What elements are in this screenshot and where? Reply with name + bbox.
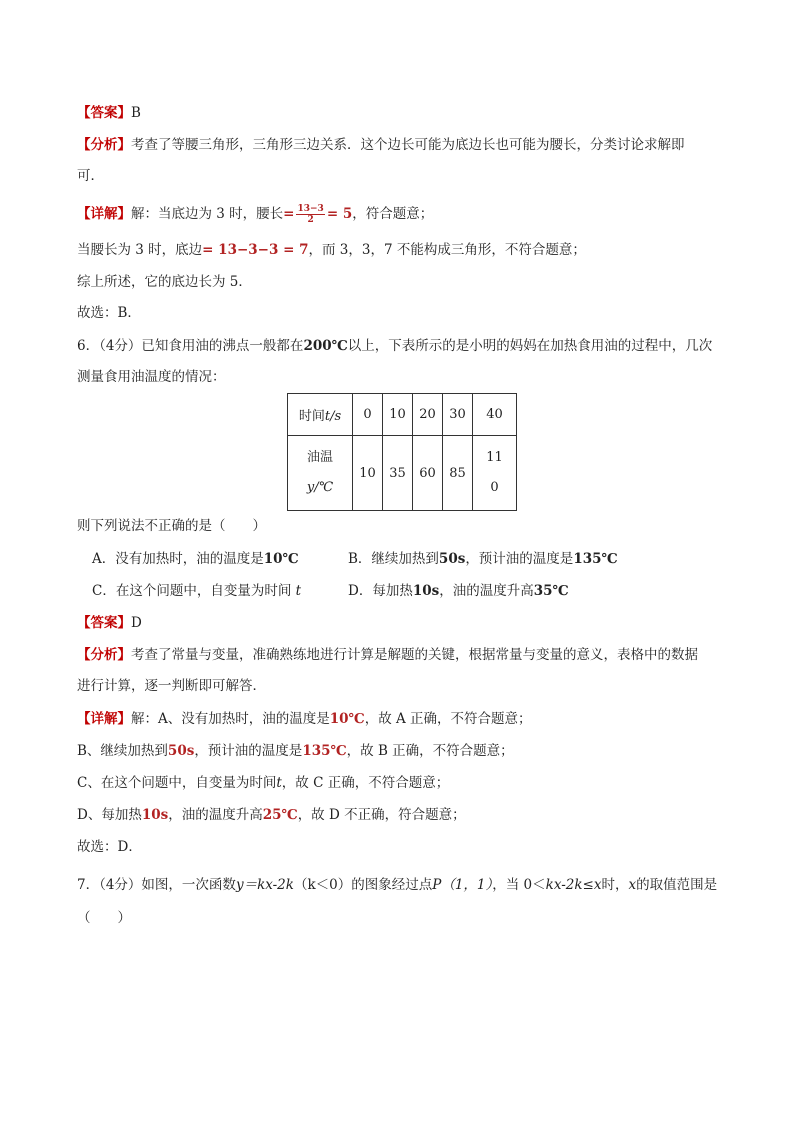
fraction-numerator: 13−3 (297, 204, 324, 214)
option-c-text: C．在这个问题中，自变量为时间 (92, 583, 292, 599)
q7-stem-cont (77, 909, 131, 927)
time-unit: t/s (324, 409, 342, 424)
q6-detail-c (77, 774, 449, 792)
detail-suffix: ，符合题意； (352, 206, 434, 222)
analysis-tag: 【分析】 (77, 137, 131, 153)
detail-eq1: = (283, 206, 295, 222)
stem-line2: （ ） (77, 910, 131, 926)
detail-a-value: 10℃ (329, 711, 365, 727)
option-a (92, 550, 299, 568)
q6-detail-a (77, 710, 532, 728)
last-temp-top: 11 (486, 450, 503, 465)
detail-b-suffix: ，故 B 正确，不符合题意； (346, 743, 514, 759)
detail-tag: 【详解】 (77, 206, 131, 222)
table-header-temp (288, 436, 353, 511)
analysis-text: 考查了常量与变量，准确熟练地进行计算是解题的关键，根据常量与变量的意义，表格中的数据 (131, 647, 698, 663)
option-d-value2: 35℃ (533, 583, 569, 599)
stem-end: 的取值范围是 (636, 877, 718, 893)
stem-line2: 测量食用油温度的情况： (77, 369, 226, 385)
table-cell: 10 (383, 394, 413, 436)
option-d (348, 582, 569, 600)
q5-analysis (77, 136, 685, 154)
temp-label: 油温 (306, 450, 333, 465)
q7-stem (77, 876, 717, 894)
detail-b-mid: ，预计油的温度是 (194, 743, 303, 759)
q6-answer (77, 614, 142, 632)
option-d-text: D．每加热 (348, 583, 413, 599)
stem-mid: 的图象经过点 (351, 877, 433, 893)
table-header-time (288, 394, 353, 436)
table-cell: 35 (383, 436, 413, 511)
q6-question (77, 517, 266, 535)
detail-d-text: D、每加热 (77, 807, 142, 823)
detail-d-value2: 25℃ (262, 807, 298, 823)
detail-b-value2: 135℃ (302, 743, 347, 759)
q6-conclusion (77, 838, 142, 856)
stem-suffix: 以上，下表所示的是小明的妈妈在加热食用油的过程中，几次 (347, 338, 713, 354)
answer-value: B (131, 105, 141, 121)
line2-prefix: 当腰长为 3 时，底边 (77, 242, 203, 258)
line3-text: 综上所述，它的底边长为 5． (77, 274, 252, 290)
detail-c-var: t (276, 775, 282, 791)
detail-c-text: C、在这个问题中，自变量为时间 (77, 775, 277, 791)
detail-d-mid: ，油的温度升高 (168, 807, 263, 823)
option-b-text: B．继续加热到 (348, 551, 439, 567)
last-temp-bottom: 0 (490, 480, 499, 495)
detail-tag: 【详解】 (77, 711, 131, 727)
option-c-var: t (295, 583, 302, 599)
detail-b-text: B、继续加热到 (77, 743, 168, 759)
stem-prefix: 6．（4分）已知食用油的沸点一般都在 (77, 338, 304, 354)
table-cell: 60 (413, 436, 443, 511)
stem-prefix: 7．（4分）如图，一次函数 (77, 877, 236, 893)
answer-value: D (131, 615, 142, 631)
stem-point: P（1，1） (432, 877, 493, 893)
option-a-text: A．没有加热时，油的温度是 (92, 551, 264, 567)
analysis-text-cont: 进行计算，逐一判断即可解答． (77, 678, 266, 694)
table-cell: 85 (443, 436, 473, 511)
q5-conclusion (77, 304, 141, 322)
detail-text: 解：当底边为 3 时，腰长 (131, 206, 284, 222)
analysis-tag: 【分析】 (77, 647, 131, 663)
q5-detail-line2 (77, 241, 586, 259)
q5-answer (77, 104, 141, 122)
analysis-text: 考查了等腰三角形，三角形三边关系．这个边长可能为底边长也可能为腰长，分类讨论求解即 (131, 137, 685, 153)
conclusion-text: 故选：B． (77, 305, 141, 321)
detail-c-suffix: ，故 C 正确，不符合题意； (281, 775, 450, 791)
table-cell: 0 (353, 394, 383, 436)
q6-stem (77, 337, 712, 355)
detail-d-suffix: ，故 D 不正确，符合题意； (297, 807, 466, 823)
q6-stem-cont (77, 368, 226, 386)
conclusion-text: 故选：D． (77, 839, 142, 855)
temp-unit: y/℃ (306, 480, 334, 495)
option-c (92, 582, 301, 600)
q6-analysis (77, 646, 698, 664)
table-cell: 20 (413, 394, 443, 436)
detail-b-value1: 50s (167, 743, 195, 759)
analysis-text-cont: 可． (77, 168, 104, 184)
option-b-mid: ，预计油的温度是 (465, 551, 574, 567)
option-b-value1: 50s (438, 551, 466, 567)
detail-fraction (296, 204, 324, 225)
table-row (288, 394, 517, 436)
stem-tail: 时， (601, 877, 629, 893)
stem-ineq: kx-2k≤x (545, 877, 602, 893)
stem-func: y＝kx-2k (235, 877, 294, 893)
answer-tag: 【答案】 (77, 615, 131, 631)
option-b (348, 550, 618, 568)
q5-detail (77, 204, 433, 225)
stem-cond: （k＜0） (293, 877, 352, 893)
line2-expr: = 13−3−3 = 7 (202, 242, 309, 258)
stem-temp: 200℃ (303, 338, 348, 354)
table-cell: 30 (443, 394, 473, 436)
table-cell: 40 (473, 394, 517, 436)
detail-a-suffix: ，故 A 正确，不符合题意； (364, 711, 532, 727)
stem-x: x (628, 877, 637, 893)
detail-d-value1: 10s (141, 807, 169, 823)
table-row (288, 436, 517, 511)
option-d-value1: 10s (412, 583, 440, 599)
option-b-value2: 135℃ (573, 551, 618, 567)
q6-analysis-cont (77, 677, 266, 695)
question-text: 则下列说法不正确的是（ ） (77, 518, 266, 534)
q5-analysis-cont (77, 167, 104, 185)
stem-when: ，当 0＜ (492, 877, 546, 893)
q6-detail-b (77, 742, 514, 760)
line2-suffix: ，而 3，3，7 不能构成三角形，不符合题意； (308, 242, 586, 258)
option-a-value: 10℃ (263, 551, 299, 567)
q5-detail-line3 (77, 273, 252, 291)
fraction-denominator: 2 (307, 215, 314, 225)
detail-eq2: = 5 (326, 206, 353, 222)
detail-a-text: 解：A、没有加热时，油的温度是 (131, 711, 330, 727)
table-cell (473, 436, 517, 511)
time-label: 时间 (298, 409, 325, 424)
q6-detail-d (77, 806, 466, 824)
temperature-table (287, 393, 517, 511)
answer-tag: 【答案】 (77, 105, 131, 121)
table-cell: 10 (353, 436, 383, 511)
option-d-mid: ，油的温度升高 (439, 583, 534, 599)
